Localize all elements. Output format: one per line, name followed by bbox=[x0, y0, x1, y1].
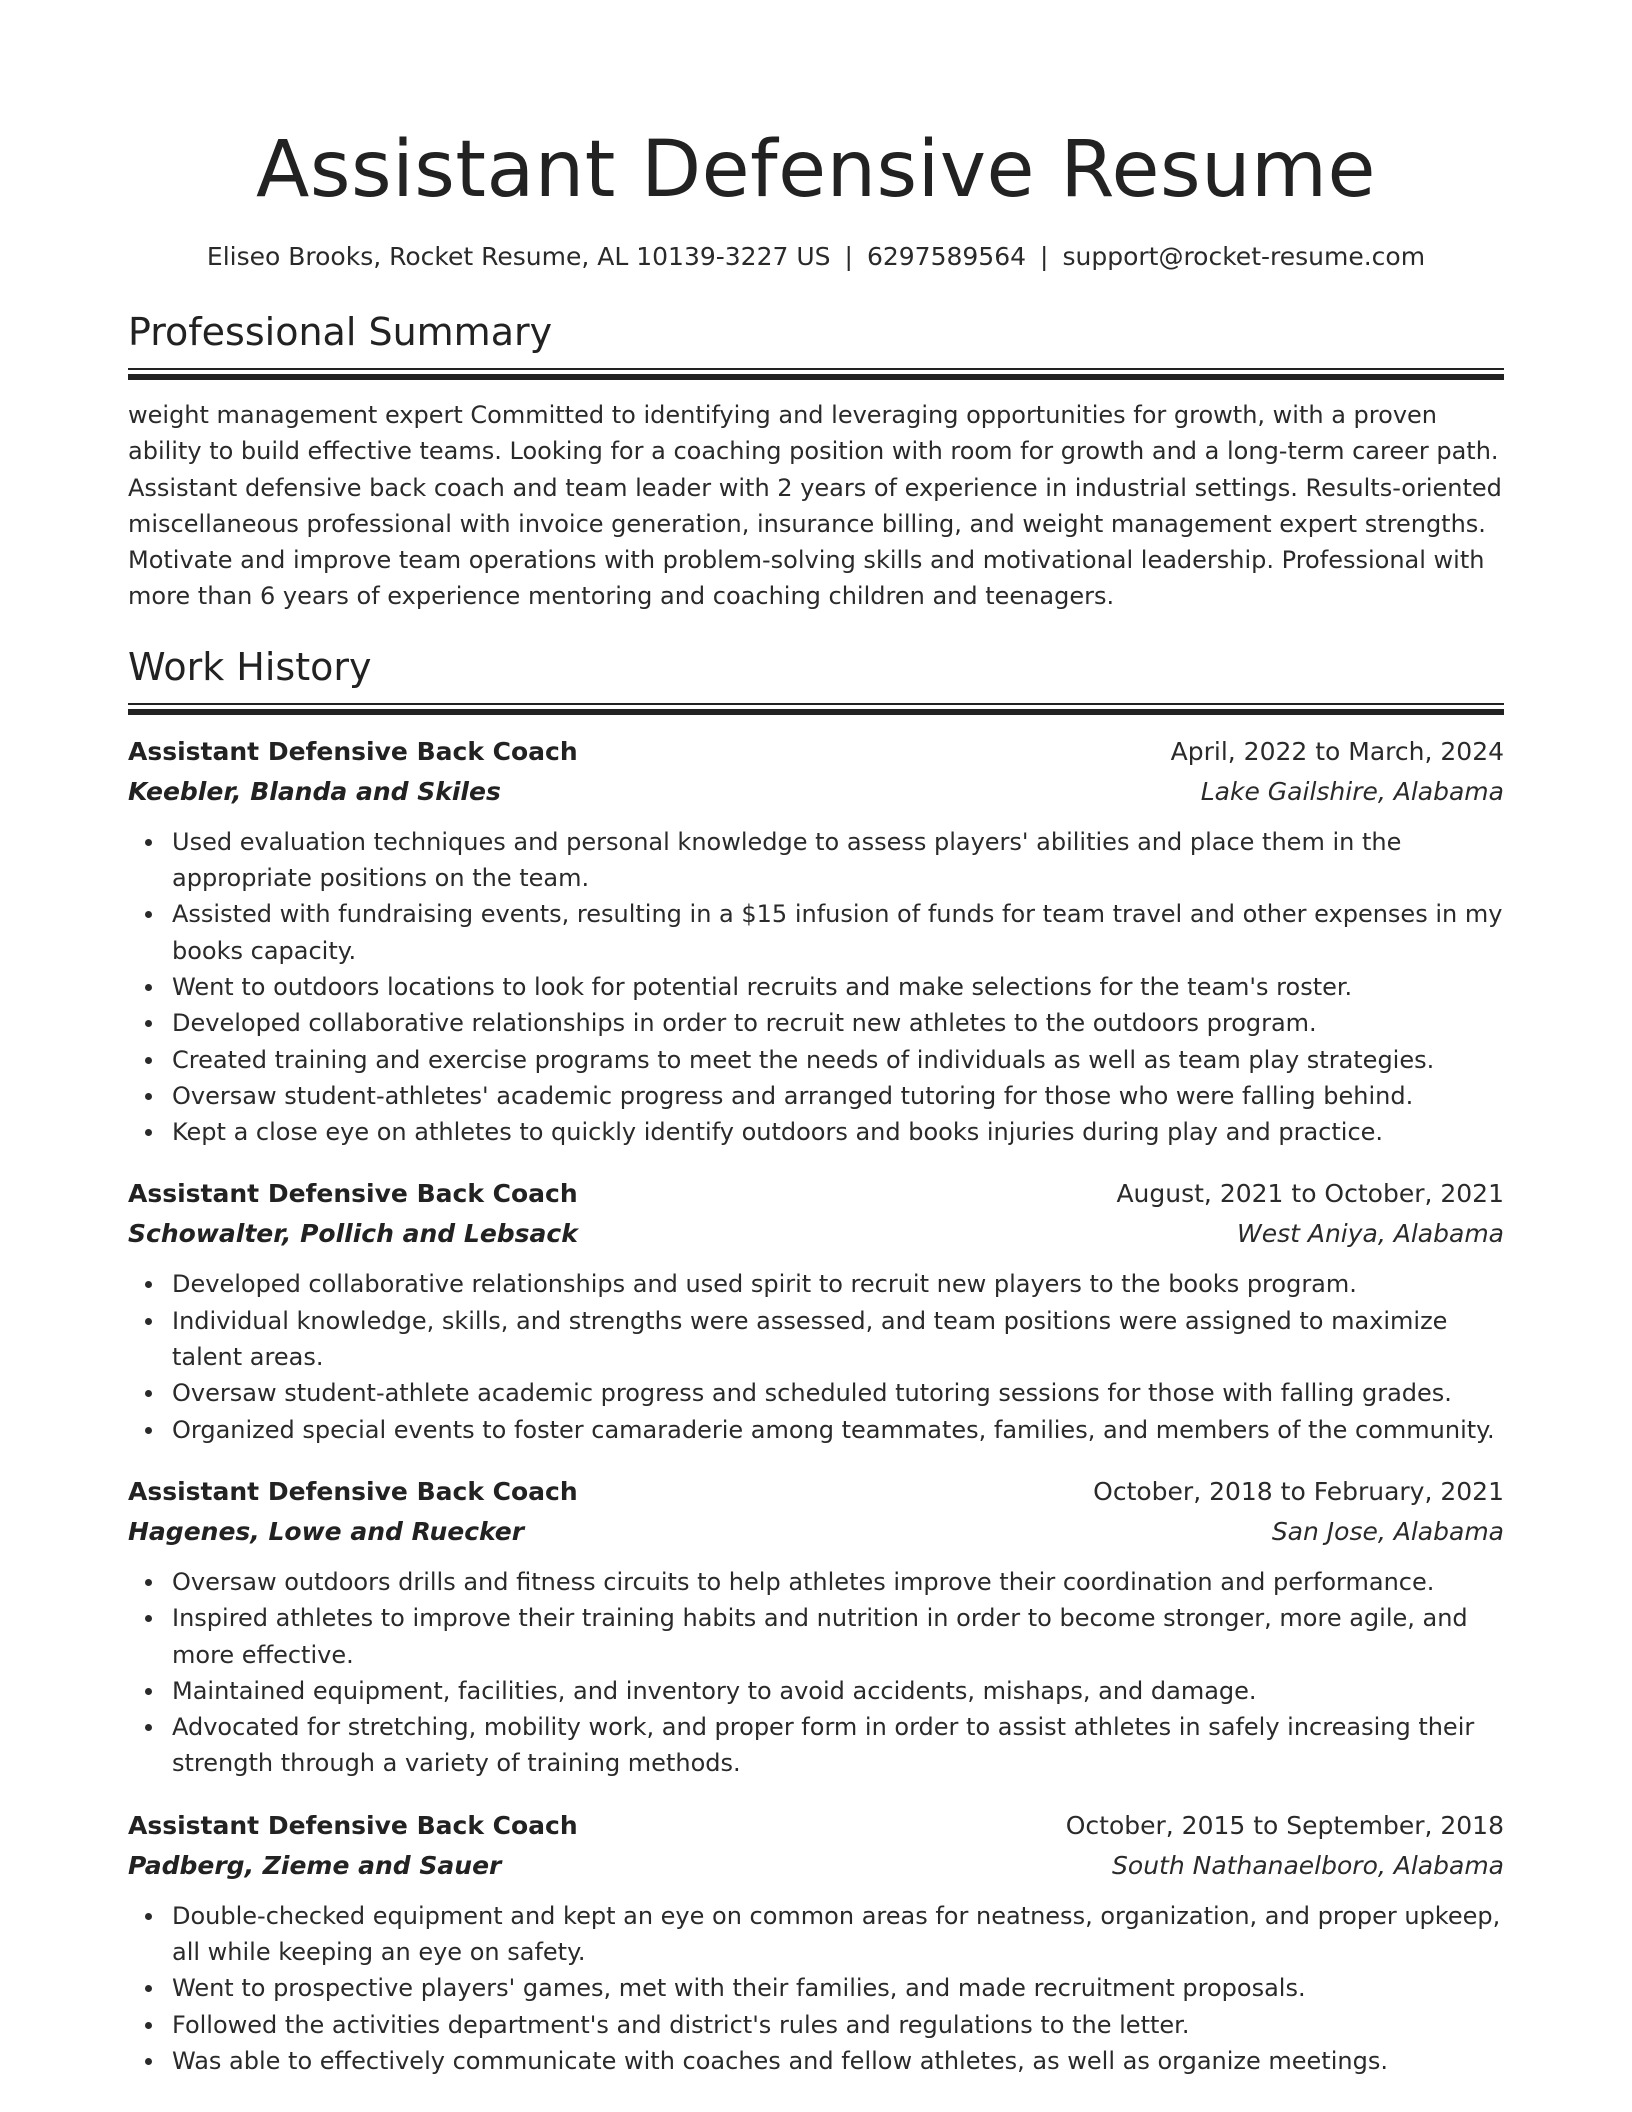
job-company-row bbox=[128, 1214, 1504, 1254]
job-entry bbox=[128, 1174, 1504, 1447]
job-company: Keebler, Blanda and Skiles bbox=[128, 776, 501, 806]
job-dates: October, 2015 to September, 2018 bbox=[1065, 1810, 1504, 1840]
job-bullet: Oversaw outdoors drills and fitness circuits to help athletes improve their coordination and performance. bbox=[172, 1564, 1504, 1600]
job-bullet: Went to outdoors locations to look for potential recruits and make selections for the team's roster. bbox=[172, 969, 1504, 1005]
job-header-row bbox=[128, 732, 1504, 772]
job-bullet-list bbox=[128, 1898, 1504, 2079]
job-bullet: Was able to effectively communicate with coaches and fellow athletes, as well as organize meetings. bbox=[172, 2043, 1504, 2079]
job-header-row bbox=[128, 1472, 1504, 1512]
job-bullet: Used evaluation techniques and personal knowledge to assess players' abilities and place them in the appropriate positions on the team. bbox=[172, 824, 1504, 897]
job-company: Hagenes, Lowe and Ruecker bbox=[128, 1516, 525, 1546]
contact-address: Eliseo Brooks, Rocket Resume, AL 10139-3227 US bbox=[206, 242, 831, 271]
job-bullet: Assisted with fundraising events, resulting in a $15 infusion of funds for team travel and other expenses in my books capacity. bbox=[172, 896, 1504, 969]
job-entry bbox=[128, 1806, 1504, 2079]
contact-email: support@rocket-resume.com bbox=[1062, 242, 1426, 271]
job-bullet-list bbox=[128, 824, 1504, 1151]
job-bullet: Developed collaborative relationships in order to recruit new athletes to the outdoors program. bbox=[172, 1005, 1504, 1041]
job-location: West Aniya, Alabama bbox=[1236, 1219, 1504, 1249]
resume-title: Assistant Defensive Resume bbox=[255, 125, 1377, 215]
section-divider bbox=[128, 703, 1504, 718]
job-bullet: Maintained equipment, facilities, and inventory to avoid accidents, mishaps, and damage. bbox=[172, 1673, 1504, 1709]
contact-separator: | bbox=[844, 242, 853, 271]
job-dates: August, 2021 to October, 2021 bbox=[1116, 1179, 1504, 1209]
job-title: Assistant Defensive Back Coach bbox=[128, 1810, 578, 1840]
work-history-section bbox=[128, 643, 1504, 2079]
job-bullet: Kept a close eye on athletes to quickly identify outdoors and books injuries during play and practice. bbox=[172, 1114, 1504, 1150]
job-company: Padberg, Zieme and Sauer bbox=[128, 1850, 502, 1880]
job-bullet: Followed the activities department's and district's rules and regulations to the letter. bbox=[172, 2007, 1504, 2043]
job-bullet: Inspired athletes to improve their training habits and nutrition in order to become stronger, more agile, and more effective. bbox=[172, 1600, 1504, 1673]
job-company-row bbox=[128, 1846, 1504, 1886]
job-bullet: Created training and exercise programs to meet the needs of individuals as well as team play strategies. bbox=[172, 1042, 1504, 1078]
professional-summary-section bbox=[128, 308, 1504, 615]
summary-text: weight management expert Committed to identifying and leveraging opportunities for growth, with a proven ability to build effective teams. Looking for a coaching position with room for growth and a long-term career path. Assistant defensive back coach and team leader with 2 years of experience in industrial settings. Results-oriented miscellaneous professional with invoice generation, insurance billing, and weight management expert strengths. Motivate and improve team operations with problem-solving skills and motivational leadership. Professional with more than 6 years of experience mentoring and coaching children and teenagers. bbox=[128, 401, 1502, 611]
job-bullet: Went to prospective players' games, met with their families, and made recruitment proposals. bbox=[172, 1970, 1504, 2006]
job-bullet: Developed collaborative relationships and used spirit to recruit new players to the books program. bbox=[172, 1266, 1504, 1302]
section-heading: Professional Summary bbox=[128, 310, 553, 354]
job-dates: October, 2018 to February, 2021 bbox=[1093, 1476, 1504, 1506]
job-location: San Jose, Alabama bbox=[1271, 1516, 1504, 1546]
job-entry bbox=[128, 1472, 1504, 1782]
job-bullet-list bbox=[128, 1266, 1504, 1447]
job-bullet-list bbox=[128, 1564, 1504, 1782]
contact-phone: 6297589564 bbox=[866, 242, 1027, 271]
job-title: Assistant Defensive Back Coach bbox=[128, 1179, 578, 1209]
job-header-row bbox=[128, 1174, 1504, 1214]
job-title: Assistant Defensive Back Coach bbox=[128, 736, 578, 766]
job-title: Assistant Defensive Back Coach bbox=[128, 1476, 578, 1506]
job-bullet: Organized special events to foster camaraderie among teammates, families, and members of the community. bbox=[172, 1412, 1504, 1448]
job-bullet: Double-checked equipment and kept an eye on common areas for neatness, organization, and proper upkeep, all while keeping an eye on safety. bbox=[172, 1898, 1504, 1971]
job-company: Schowalter, Pollich and Lebsack bbox=[128, 1219, 578, 1249]
job-dates: April, 2022 to March, 2024 bbox=[1170, 736, 1504, 766]
job-company-row bbox=[128, 772, 1504, 812]
section-divider bbox=[128, 368, 1504, 383]
job-bullet: Advocated for stretching, mobility work, and proper form in order to assist athletes in safely increasing their strength through a variety of training methods. bbox=[172, 1709, 1504, 1782]
job-location: South Nathanaelboro, Alabama bbox=[1112, 1850, 1504, 1880]
job-entry bbox=[128, 732, 1504, 1151]
job-location: Lake Gailshire, Alabama bbox=[1200, 776, 1504, 806]
section-heading: Work History bbox=[128, 644, 372, 689]
job-bullet: Oversaw student-athletes' academic progress and arranged tutoring for those who were falling behind. bbox=[172, 1078, 1504, 1114]
contact-separator: | bbox=[1040, 242, 1049, 271]
job-bullet: Individual knowledge, skills, and strengths were assessed, and team positions were assigned to maximize talent areas. bbox=[172, 1303, 1504, 1376]
contact-line bbox=[128, 240, 1504, 274]
job-bullet: Oversaw student-athlete academic progress and scheduled tutoring sessions for those with falling grades. bbox=[172, 1375, 1504, 1411]
job-header-row bbox=[128, 1806, 1504, 1846]
job-company-row bbox=[128, 1512, 1504, 1552]
